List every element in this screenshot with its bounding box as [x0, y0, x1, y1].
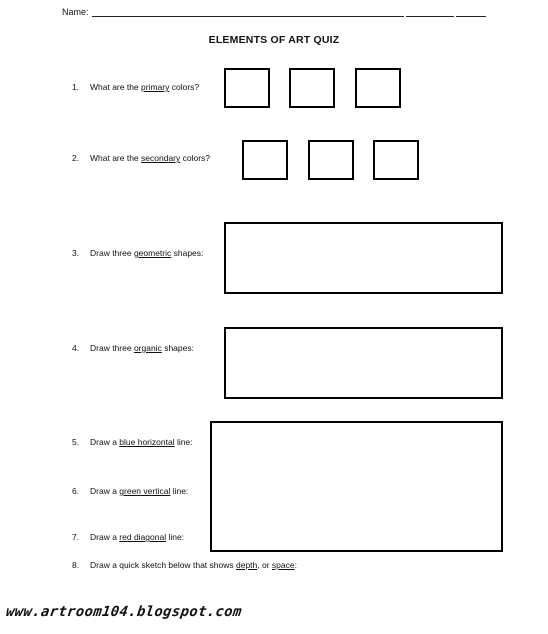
question-1: 1. What are the primary colors?: [72, 82, 200, 92]
answer-box-primary-3[interactable]: [355, 68, 401, 108]
answer-box-geometric[interactable]: [224, 222, 503, 294]
answer-box-lines[interactable]: [210, 421, 503, 552]
question-number: 8.: [72, 560, 80, 570]
page-title: ELEMENTS OF ART QUIZ: [208, 34, 340, 46]
question-8: 8. Draw a quick sketch below that shows depth, or space:: [72, 560, 297, 570]
keyword: geometric: [133, 248, 172, 258]
keyword: primary: [141, 82, 170, 92]
keyword: green vertical: [119, 486, 171, 496]
question-7: 7. Draw a red diagonal line:: [72, 532, 185, 542]
question-number: 7.: [72, 532, 80, 542]
name-line[interactable]: [92, 16, 404, 17]
question-number: 5.: [72, 437, 80, 447]
question-5: 5. Draw a blue horizontal line:: [72, 437, 193, 447]
answer-box-organic[interactable]: [224, 327, 503, 399]
keyword: red diagonal: [119, 532, 167, 542]
question-number: 4.: [72, 343, 80, 353]
name-label: Name:: [62, 7, 89, 17]
question-4: 4. Draw three organic shapes:: [72, 343, 194, 353]
answer-box-secondary-1[interactable]: [242, 140, 288, 180]
keyword: blue horizontal: [119, 437, 175, 447]
footer-url: www.artroom104.blogspot.com: [4, 604, 243, 620]
question-6: 6. Draw a green vertical line:: [72, 486, 189, 496]
answer-box-secondary-2[interactable]: [308, 140, 354, 180]
answer-box-primary-1[interactable]: [224, 68, 270, 108]
name-line-segment: [406, 16, 454, 17]
keyword: secondary: [141, 153, 181, 163]
question-3: 3. Draw three geometric shapes:: [72, 248, 204, 258]
answer-box-primary-2[interactable]: [289, 68, 335, 108]
keyword: depth: [235, 560, 258, 570]
answer-box-secondary-3[interactable]: [373, 140, 419, 180]
question-number: 6.: [72, 486, 80, 496]
question-number: 3.: [72, 248, 80, 258]
keyword: space: [271, 560, 295, 570]
name-line-segment: [456, 16, 486, 17]
question-2: 2. What are the secondary colors?: [72, 153, 211, 163]
question-number: 2.: [72, 153, 80, 163]
question-number: 1.: [72, 82, 80, 92]
keyword: organic: [133, 343, 162, 353]
